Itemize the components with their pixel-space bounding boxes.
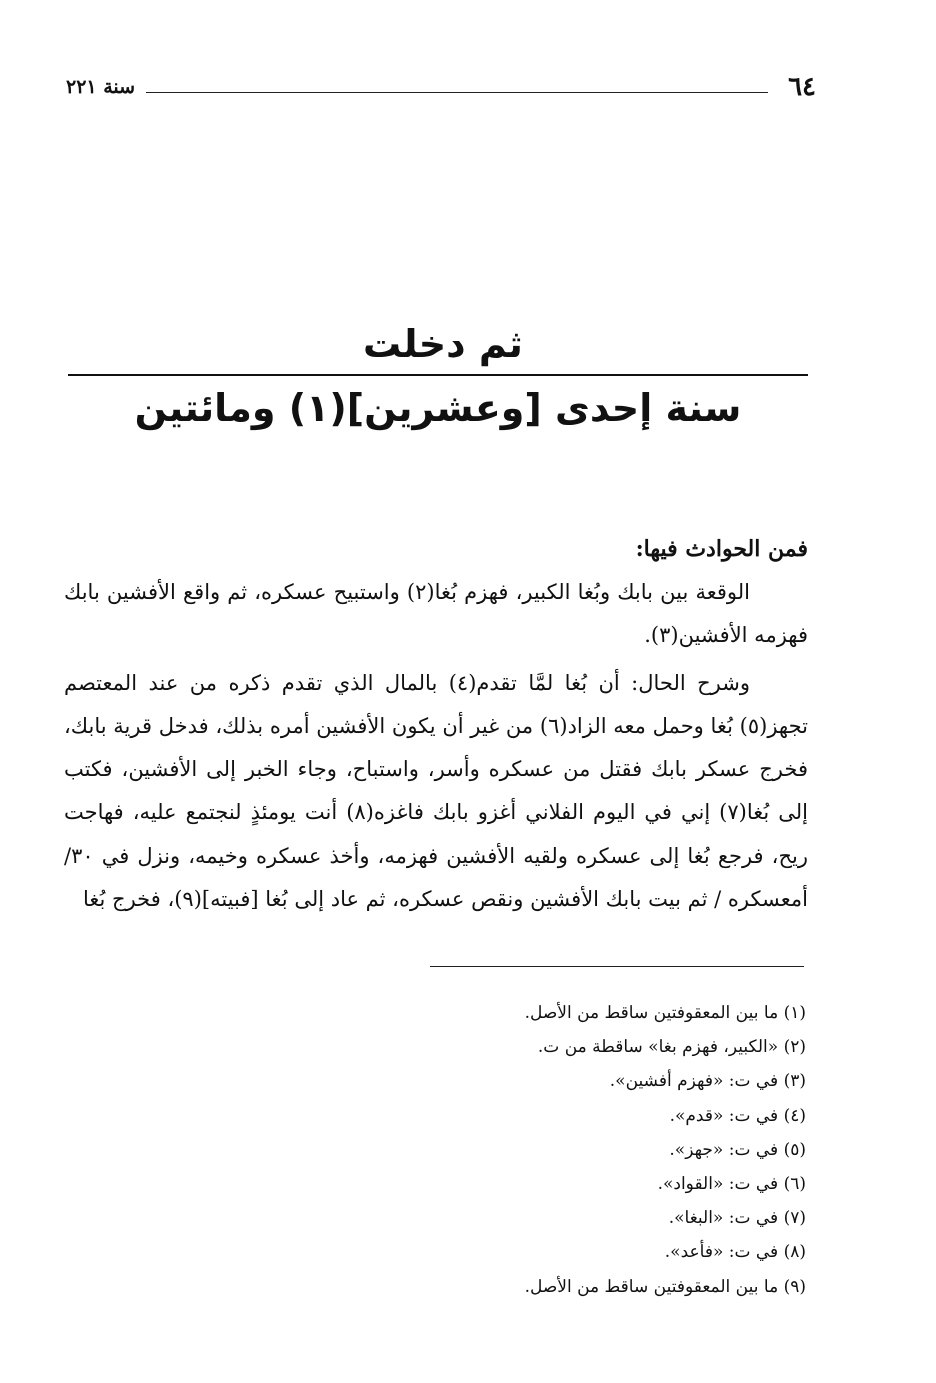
footnote-2: (٢) «الكبير، فهزم بغا» ساقطة من ت. [537, 1037, 806, 1058]
paragraph-2: وشرح الحال: أن بُغا لمَّا تقدم(٤) بالمال الذي تقدم ذكره من عند المعتصم تجهز(٥) بُغا وحمل معه الزاد(٦) من غير أن يكون الأفشين أمره بذلك، فدخل قرية بابك، فخرج عسكر بابك فقتل من عسكره وأسر، واستباح، وجاء الخبر إلى الأفشين، فكتب إلى بُغا(٧) إني في اليوم الفلاني أغزو بابك فاغزه(٨) أنت يومئذٍ لنجتمع عليه، فهاجت ريح، فرجع بُغا إلى عسكره ولقيه الأفشين فهزمه، وأخذ عسكره وخيمه، ونزل في ٣٠/أمعسكره / ثم بيت بابك الأفشين ونقص عسكره، ثم عاد إلى بُغا [فبيته](٩)، فخرج بُغا [64, 670, 808, 912]
heading-line-2: سنة إحدى [وعشرين](١) ومائتين [134, 386, 742, 430]
paragraph-1: الوقعة بين بابك وبُغا الكبير، فهزم بُغا(٢) واستبيح عسكره، ثم واقع الأفشين بابك فهزمه الأفشين(٣). [64, 580, 808, 648]
body-text [64, 528, 808, 921]
header-rule [146, 92, 768, 93]
page-number: ٦٤ [788, 72, 816, 102]
footnote-rule [430, 966, 804, 967]
section-intro: فمن الحوادث فيها: [635, 536, 808, 562]
footnote-1: (١) ما بين المعقوفتين ساقط من الأصل. [524, 1003, 806, 1023]
footnote-9: (٩) ما بين المعقوفتين ساقط من الأصل. [524, 1276, 806, 1297]
footnote-8: (٨) في ت: «فأعد». [664, 1242, 806, 1263]
heading-line-1: ثم دخلت [363, 322, 523, 366]
footnote-3: (٣) في ت: «فهزم أفشين». [609, 1071, 806, 1092]
section-heading [68, 318, 808, 438]
running-title: سنة ٢٢١ [66, 76, 136, 98]
footnote-6: (٦) في ت: «القواد». [657, 1174, 806, 1195]
footnote-7: (٧) في ت: «البغا». [668, 1208, 806, 1229]
heading-rule [68, 374, 808, 376]
footnote-4: (٤) في ت: «قدم». [669, 1105, 806, 1126]
footnote-5: (٥) في ت: «جهز». [669, 1139, 806, 1160]
footnotes [300, 996, 806, 1304]
running-header [66, 72, 816, 102]
